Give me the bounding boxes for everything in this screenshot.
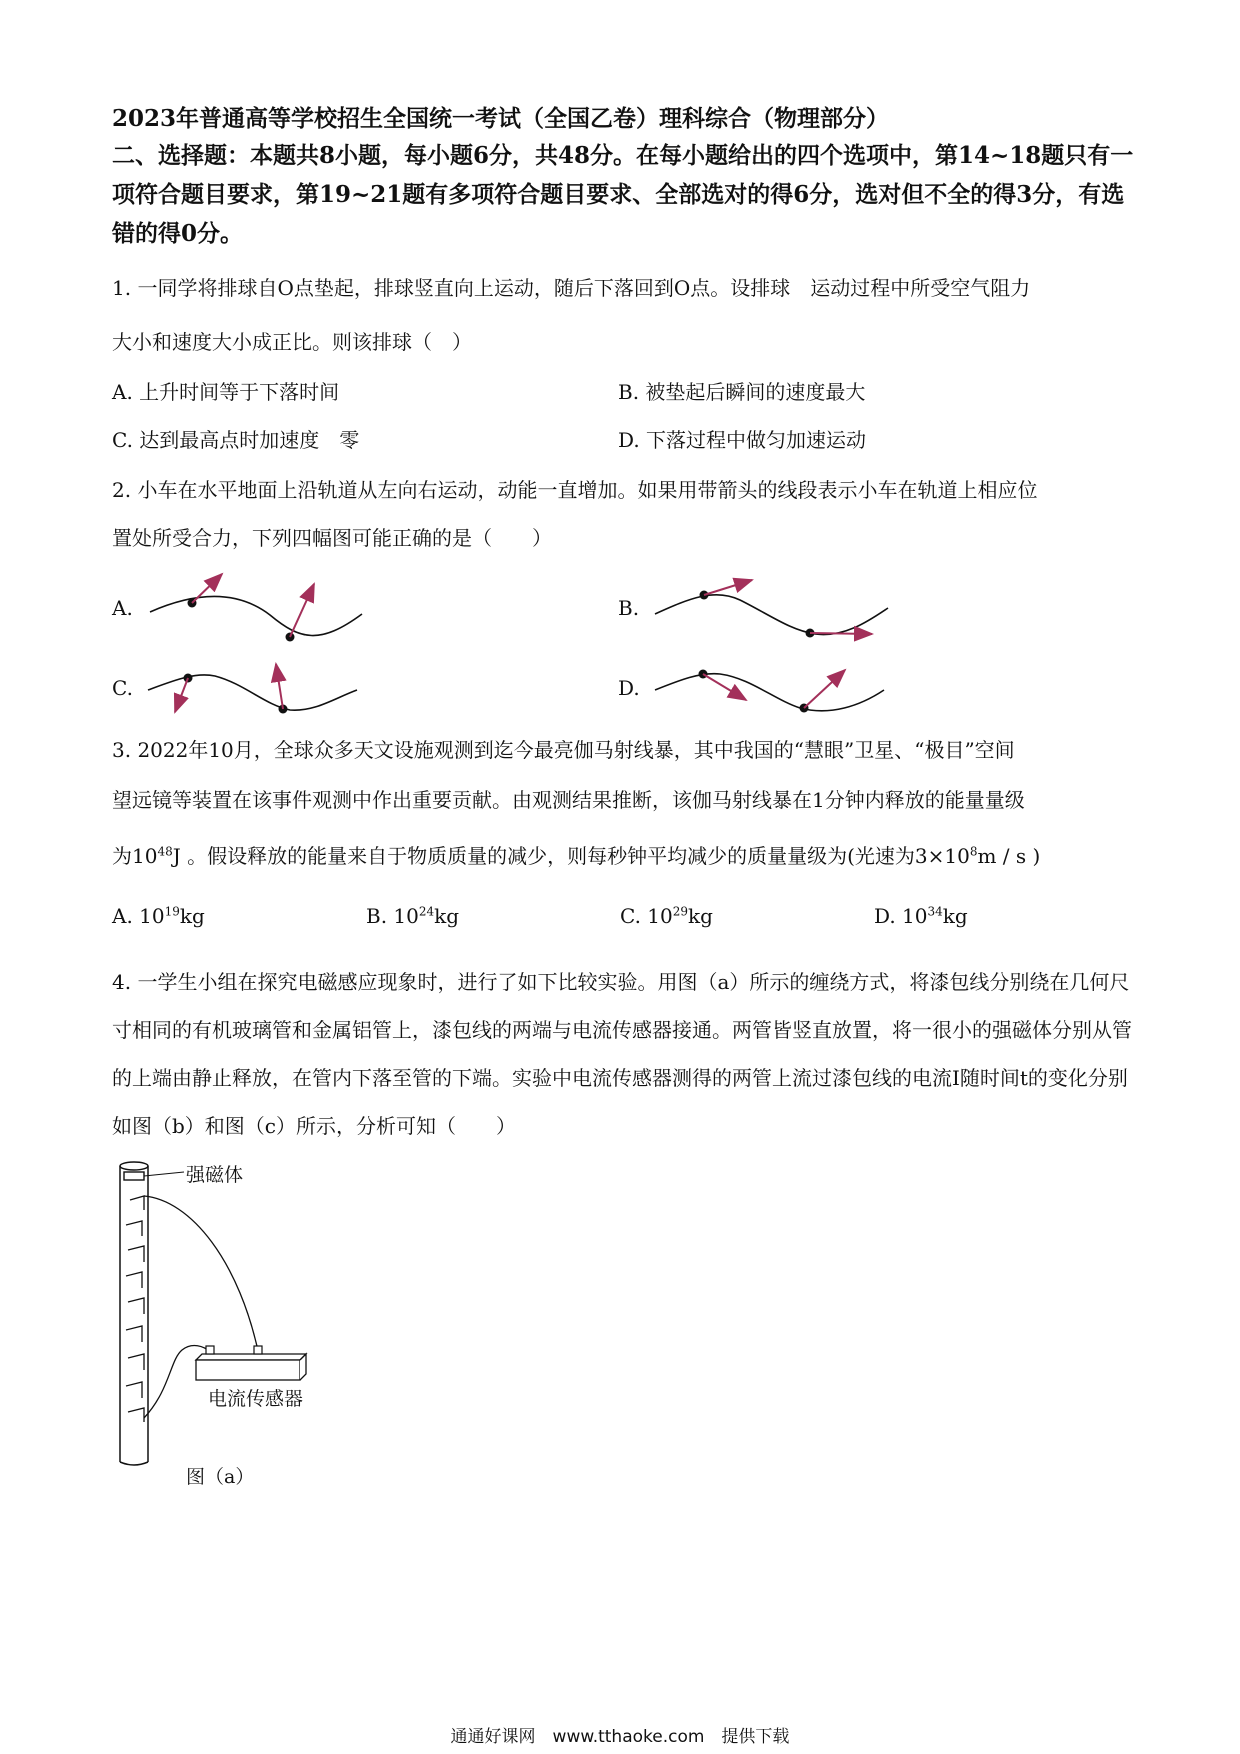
q3-stem-line3 (112, 840, 1040, 869)
q3-option-c-prefix: C. 10 (620, 904, 673, 928)
q2-option-c-label: C. (112, 676, 133, 700)
q1-option-a: A. 上升时间等于下落时间 (112, 380, 340, 404)
q3-option-a-exp: 19 (164, 904, 180, 919)
q3-option-d (874, 904, 968, 928)
q3-stem-line2: 望远镜等装置在该事件观测中作出重要贡献。由观测结果推断，该伽马射线暴在1分钟内释放的能量量级 (112, 788, 1025, 812)
q1-option-d: D. 下落过程中做匀加速运动 (618, 428, 867, 452)
q2-figure-b (655, 580, 888, 638)
q2-option-d-label: D. (618, 676, 640, 700)
q1-option-c: C. 达到最高点时加速度 零 (112, 428, 360, 452)
q4-stem: 4. 一学生小组在探究电磁感应现象时，进行了如下比较实验。用图（a）所示的缠绕方式，将漆包线分别绕在几何尺寸相同的有机玻璃管和金属铝管上，漆包线的两端与电流传感器接通。两管皆竖直放置，将一很小的强磁体分别从管的上端由静止释放，在管内下落至管的下端。实验中电流传感器测得的两管上流过漆包线的电流I随时间t的变化分别如图（b）和图（c）所示，分析可知（ ） (112, 970, 1132, 1138)
q3-option-b-unit: kg (434, 904, 460, 928)
q3-line3-part-b: J 。假设释放的能量来自于物质质量的减少，则每秒钟平均减少的质量量级为(光速为3×10 (172, 844, 970, 868)
strong-magnet (124, 1172, 144, 1180)
label-current-sensor: 电流传感器 (208, 1388, 304, 1410)
figure-a-caption: 图（a） (186, 1466, 255, 1488)
section-instructions: 二、选择题：本题共8小题，每小题6分，共48分。在每小题给出的四个选项中，第14~18题只有一项符合题目要求，第19~21题有多项符合题目要求、全部选对的得6分，选对但不全的得3分，有选错的得0分。 (112, 142, 1134, 247)
q1-option-b: B. 被垫起后瞬间的速度最大 (618, 380, 866, 404)
q2-stem-line2: 置处所受合力，下列四幅图可能正确的是（ ） (112, 526, 552, 550)
q3-option-c-exp: 29 (672, 904, 689, 919)
q1-stem-line1: 1. 一同学将排球自O点垫起，排球竖直向上运动，随后下落回到O点。设排球 运动过程中所受空气阻力 (112, 276, 1031, 300)
q3-option-b-prefix: B. 10 (366, 904, 419, 928)
q3-option-a-unit: kg (179, 904, 205, 928)
q3-option-d-prefix: D. 10 (874, 904, 928, 928)
q3-line3-part-a: 为10 (112, 844, 158, 868)
q3-line3-exponent: 48 (157, 844, 173, 859)
q2-figure-d (655, 670, 884, 713)
q2-option-a-label: A. (112, 596, 133, 620)
q3-option-c-unit: kg (688, 904, 713, 928)
coil-windings (126, 1196, 144, 1422)
q2-figure-a (150, 574, 362, 642)
q3-option-d-unit: kg (942, 904, 968, 928)
current-sensor (196, 1346, 306, 1380)
q2-figures (0, 0, 1240, 760)
q1-stem-line2: 大小和速度大小成正比。则该排球（ ） (112, 330, 472, 354)
q3-stem-line1: 3. 2022年10月，全球众多天文设施观测到迄今最亮伽马射线暴，其中我国的“慧眼”卫星、“极目”空间 (112, 738, 1015, 762)
q2-stem-line1: 2. 小车在水平地面上沿轨道从左向右运动，动能一直增加。如果用带箭头的线段表示小车在轨道上相应位 (112, 478, 1038, 502)
q3-option-d-exp: 34 (927, 904, 943, 919)
q3-option-b-exp: 24 (418, 904, 435, 919)
q3-option-a-prefix: A. 10 (112, 904, 165, 928)
footer-credit: 通通好课网 www.tthaoke.com 提供下载 (450, 1727, 790, 1747)
figure-a-apparatus (100, 1150, 500, 1510)
page-title: 2023年普通高等学校招生全国统一考试（全国乙卷）理科综合（物理部分） (112, 105, 890, 132)
q3-option-b (366, 904, 459, 928)
q2-figure-c (148, 664, 357, 714)
q3-option-a (112, 904, 205, 928)
q3-option-c (620, 904, 713, 928)
label-strong-magnet: 强磁体 (186, 1164, 244, 1186)
q2-option-b-label: B. (618, 596, 640, 620)
q3-line3-exponent2: 8 (969, 844, 978, 859)
q3-line3-part-c: m / s ) (977, 844, 1041, 868)
